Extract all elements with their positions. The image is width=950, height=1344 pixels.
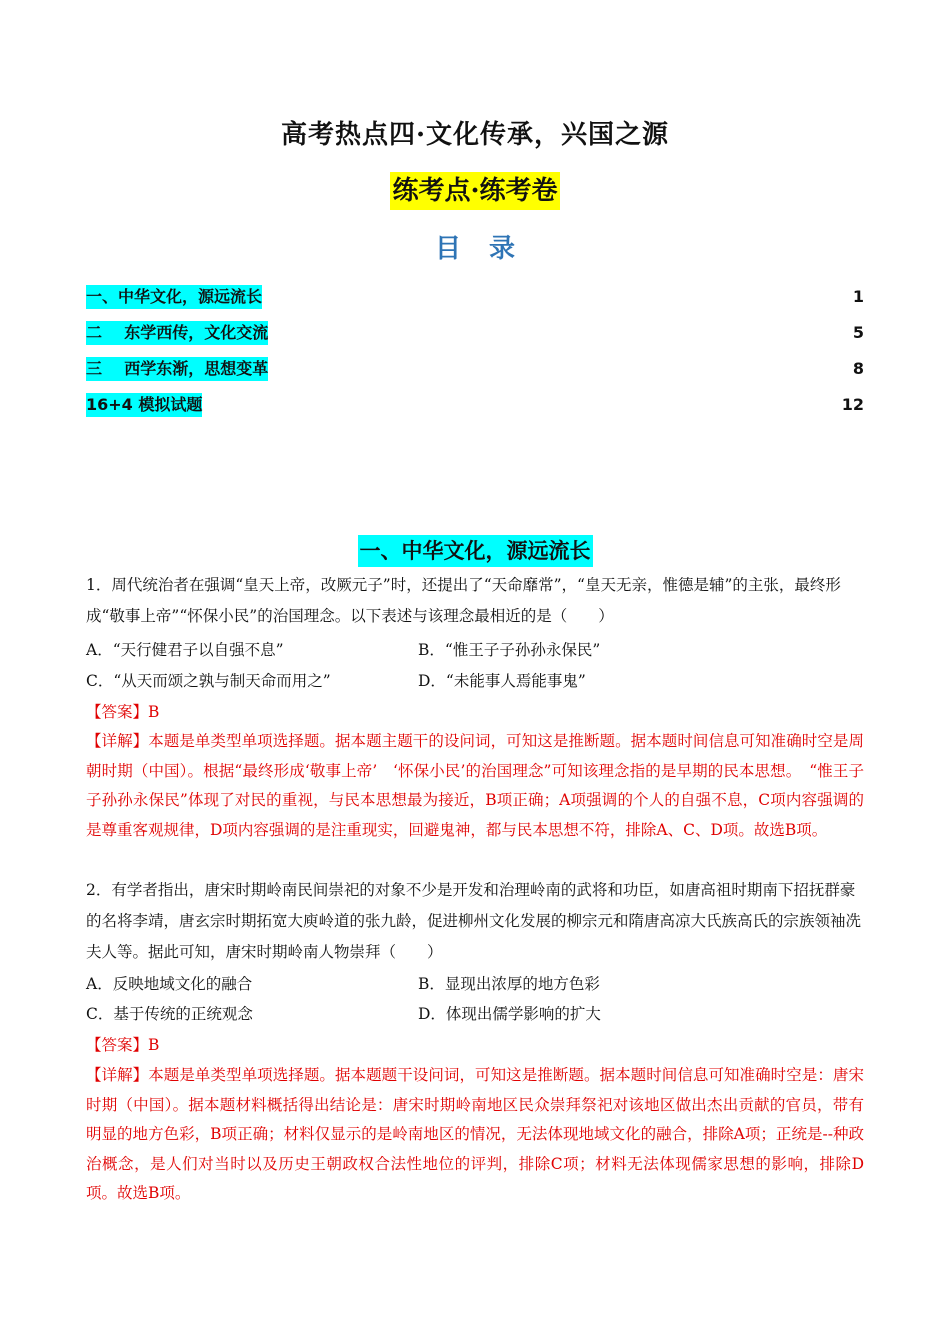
option-d: D．体现出儒学影响的扩大 <box>418 1005 601 1023</box>
subtitle-wrap <box>0 172 950 210</box>
toc-entry-label[interactable]: 二 东学西传，文化交流 <box>86 321 268 345</box>
option-c: C．基于传统的正统观念 <box>86 1005 253 1023</box>
toc-entry-label[interactable]: 16+4 模拟试题 <box>86 393 202 417</box>
toc-entry-page: 5 <box>852 323 864 342</box>
answer: 【答案】B <box>86 1036 160 1054</box>
toc-entry[interactable] <box>86 393 864 419</box>
toc-entry-label[interactable]: 三 西学东渐，思想变革 <box>86 357 268 381</box>
option-a: A．“天行健君子以自强不息” <box>86 641 284 659</box>
toc-entry-page: 12 <box>841 395 864 414</box>
toc-entry[interactable] <box>86 357 864 383</box>
toc-entry[interactable] <box>86 285 864 311</box>
answer: 【答案】B <box>86 703 160 721</box>
toc-entry-page: 1 <box>852 287 864 306</box>
section-title-wrap <box>0 535 950 567</box>
option-d: D．“未能事人焉能事鬼” <box>418 672 586 690</box>
option-c: C．“从天而颂之孰与制天命而用之” <box>86 672 331 690</box>
explanation: 【详解】本题是单类型单项选择题。据本题主题干的设问词，可知这是推断题。据本题时间信息可知准确时空是周朝时期（中国）。根据“最终形成‘敬事上帝’ ‘怀保小民’的治国理念”可知该理念指的是早期的民本思想。 “惟王子子孙孙永保民”体现了对民的重视，与民本思想最为接近，B项正确；A项强调的个人的自强不息，C项内容强调的是尊重客观规律，D项内容强调的是注重现实，回避鬼神，都与民本思想不符，排除A、C、D项。故选B项。 <box>86 732 864 839</box>
option-a: A．反映地域文化的融合 <box>86 975 253 993</box>
toc-heading: 目录 <box>434 234 543 264</box>
question-stem: 1．周代统治者在强调“皇天上帝，改厥元子”时，还提出了“天命靡常”，“皇天无亲，惟德是辅”的主张，最终形成“敬事上帝”“怀保小民”的治国理念。以下表述与该理念最相近的是（ ） <box>86 576 841 625</box>
question-stem: 2．有学者指出，唐宋时期岭南民间崇祀的对象不少是开发和治理岭南的武将和功臣，如唐高祖时期南下招抚群豪的名将李靖，唐玄宗时期拓宽大庾岭道的张九龄，促进柳州文化发展的柳宗元和隋唐高凉大氏族高氏的宗族领袖冼夫人等。据此可知，唐宋时期岭南人物崇拜（ ） <box>86 881 862 961</box>
toc-entry[interactable] <box>86 321 864 347</box>
document-title: 高考热点四·文化传承，兴国之源 <box>280 120 670 150</box>
section-title: 一、中华文化，源远流长 <box>358 535 593 567</box>
toc-entry-page: 8 <box>852 359 864 378</box>
explanation: 【详解】本题是单类型单项选择题。据本题题干设问词，可知这是推断题。据本题时间信息可知准确时空是：唐宋时期（中国）。据本题材料概括得出结论是：唐宋时期岭南地区民众崇拜祭祀对该地区做出杰出贡献的官员，带有明显的地方色彩，B项正确；材料仅显示的是岭南地区的情况，无法体现地域文化的融合，排除A项；正统是--种政治概念，是人们对当时以及历史王朝政权合法性地位的评判，排除C项；材料无法体现儒家思想的影响，排除D项。故选B项。 <box>86 1066 864 1202</box>
toc-entry-label[interactable]: 一、中华文化，源远流长 <box>86 285 262 309</box>
option-b: B．“惟王子子孙孙永保民” <box>418 641 601 659</box>
option-b: B．显现出浓厚的地方色彩 <box>418 975 600 993</box>
document-subtitle: 练考点·练考卷 <box>390 172 559 210</box>
